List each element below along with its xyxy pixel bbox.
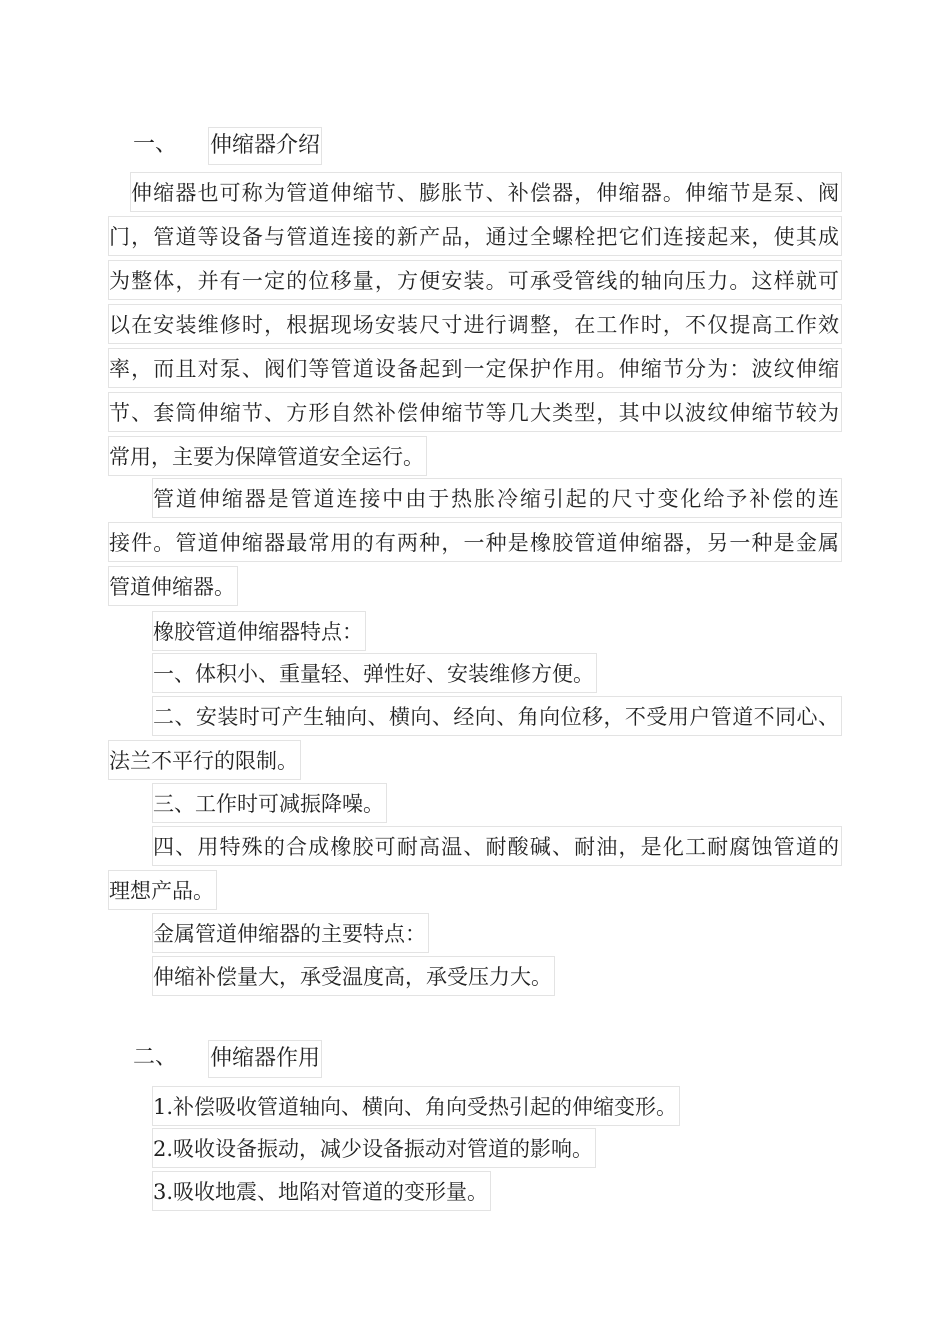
- rubber-point: 一、体积小、重量轻、弹性好、安装维修方便。: [152, 653, 597, 693]
- function-item: 3.吸收地震、地陷对管道的变形量。: [152, 1171, 491, 1211]
- intro-line: 以在安装维修时，根据现场安装尺寸进行调整，在工作时，不仅提高工作效: [108, 304, 842, 344]
- function-item: 1.补偿吸收管道轴向、横向、角向受热引起的伸缩变形。: [152, 1086, 680, 1126]
- section-1-number: 一、: [133, 132, 178, 157]
- rubber-point: 四、用特殊的合成橡胶可耐高温、耐酸碱、耐油，是化工耐腐蚀管道的: [152, 826, 842, 866]
- rubber-point: 三、工作时可减振降噪。: [152, 783, 387, 823]
- para2-line: 接件。管道伸缩器最常用的有两种，一种是橡胶管道伸缩器，另一种是金属: [108, 522, 842, 562]
- intro-line: 率，而且对泵、阀们等管道设备起到一定保护作用。伸缩节分为：波纹伸缩: [108, 348, 842, 388]
- intro-line: 伸缩器也可称为管道伸缩节、膨胀节、补偿器，伸缩器。伸缩节是泵、阀: [130, 172, 842, 212]
- para2-line: 管道伸缩器是管道连接中由于热胀冷缩引起的尺寸变化给予补偿的连: [152, 478, 842, 518]
- rubber-heading: 橡胶管道伸缩器特点：: [152, 611, 366, 651]
- intro-line: 门，管道等设备与管道连接的新产品，通过全螺栓把它们连接起来，使其成: [108, 216, 842, 256]
- intro-line: 常用，主要为保障管道安全运行。: [108, 436, 427, 476]
- function-item: 2.吸收设备振动，减少设备振动对管道的影响。: [152, 1128, 596, 1168]
- section-1-title: 伸缩器介绍: [208, 127, 322, 165]
- rubber-point: 法兰不平行的限制。: [108, 740, 301, 780]
- rubber-point: 理想产品。: [108, 870, 217, 910]
- intro-line: 节、套筒伸缩节、方形自然补偿伸缩节等几大类型，其中以波纹伸缩节较为: [108, 392, 842, 432]
- para2-line: 管道伸缩器。: [108, 566, 238, 606]
- metal-point: 伸缩补偿量大，承受温度高，承受压力大。: [152, 956, 555, 996]
- rubber-point: 二、安装时可产生轴向、横向、经向、角向位移，不受用户管道不同心、: [152, 696, 842, 736]
- metal-heading: 金属管道伸缩器的主要特点：: [152, 913, 429, 953]
- section-2-title: 伸缩器作用: [208, 1040, 322, 1078]
- intro-line: 为整体，并有一定的位移量，方便安装。可承受管线的轴向压力。这样就可: [108, 260, 842, 300]
- section-2-number: 二、: [133, 1045, 178, 1070]
